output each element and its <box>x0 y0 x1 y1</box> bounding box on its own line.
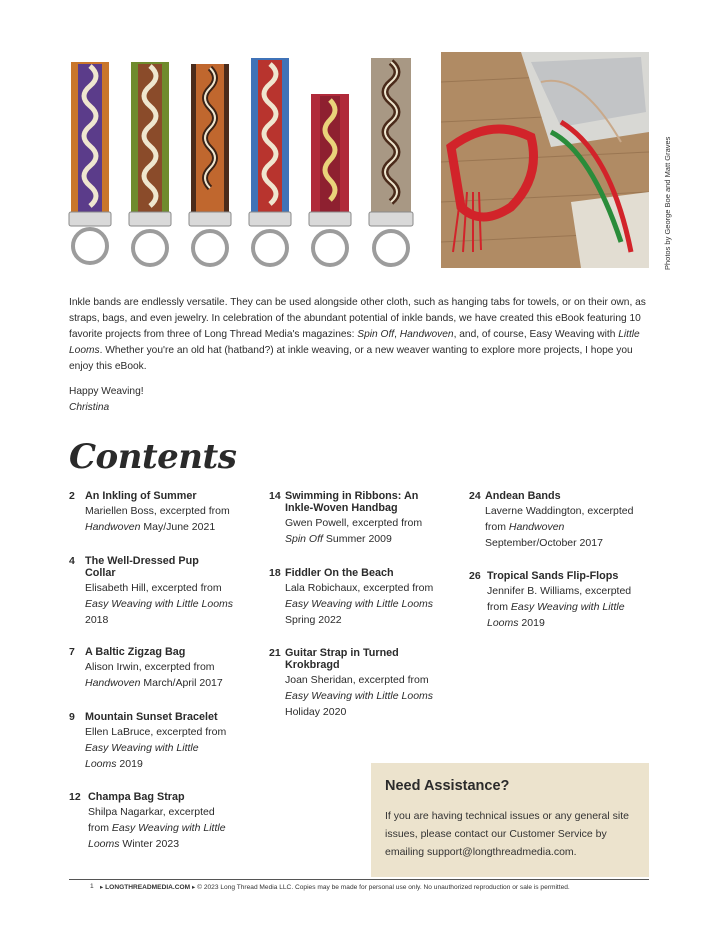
footer <box>92 883 570 891</box>
arrow-icon: ▸ <box>191 884 196 891</box>
site-link[interactable]: LONGTHREADMEDIA.COM <box>105 884 191 891</box>
page-number: 1 <box>90 883 94 890</box>
greeting: Happy Weaving! <box>69 386 144 397</box>
keychain-band-3 <box>191 64 229 216</box>
arrow-icon: ▸ <box>100 884 104 891</box>
keychain-band-2 <box>131 62 169 216</box>
toc-entry[interactable]: 24 Andean Bands Laverne Waddington, excerpted from Handwoven September/October 2017 <box>469 490 634 549</box>
toc-entry[interactable]: 12 Champa Bag Strap Shilpa Nagarkar, excerpted from Easy Weaving with Little Looms Winter 2023 <box>69 791 226 850</box>
intro-text <box>69 295 659 425</box>
intro-signoff <box>69 384 659 416</box>
need-assistance-box <box>371 763 649 877</box>
inkle-bands-magazines-photo <box>441 52 649 268</box>
toc-entry[interactable]: 4 The Well-Dressed Pup Collar Elisabeth Hill, excerpted from Easy Weaving with Little Looms 2018 <box>69 555 234 626</box>
photo-credit: Photos by George Boe and Matt Graves <box>663 136 672 270</box>
assist-title: Need Assistance? <box>385 778 510 794</box>
keychain-band-5 <box>311 94 349 216</box>
copyright: © 2023 Long Thread Media LLC. Copies may be made for personal use only. No unauthorized reproduction or sale is permitted. <box>197 884 570 891</box>
toc-entry[interactable]: 26 Tropical Sands Flip-Flops Jennifer B. Williams, excerpted from Easy Weaving with Little Looms 2019 <box>469 570 632 629</box>
toc-entry[interactable]: 7 A Baltic Zigzag Bag Alison Irwin, excerpted from Handwoven March/April 2017 <box>69 646 223 689</box>
toc-entry[interactable]: 21 Guitar Strap in Turned Krokbragd Joan Sheridan, excerpted from Easy Weaving with Little Looms Holiday 2020 <box>269 647 434 718</box>
footer-rule <box>69 879 649 880</box>
inkle-keychains-photo <box>68 52 432 274</box>
toc-entry[interactable]: 2 An Inkling of Summer Mariellen Boss, excerpted from Handwoven May/June 2021 <box>69 490 230 533</box>
signature: Christina <box>69 402 110 413</box>
toc-entry[interactable]: 14 Swimming in Ribbons: An Inkle-Woven Handbag Gwen Powell, excerpted from Spin Off Summer 2009 <box>269 490 423 545</box>
keychain-band-1 <box>71 62 109 216</box>
contents-title: Contents <box>69 437 237 477</box>
keychain-band-6 <box>371 58 411 216</box>
intro-paragraph: Inkle bands are endlessly versatile. They can be used alongside other cloth, such as hanging tabs for towels, or on their own, as straps, bags, and even jewelry. In celebration of the abundant potential of inkle bands, we have created this eBook featuring 10 favorite projects from three of Long Thread Media's magazines: Spin Off, Handwoven, and, of course, Easy Weaving with Little Looms. Whether you're an old hat (hatband?) at inkle weaving, or a new weaver wanting to explore more projects, I hope you enjoy this eBook. <box>69 297 646 372</box>
assist-body: If you are having technical issues or any general site issues, please contact our Customer Service by emailing support@longthreadmedia.com. <box>385 810 629 858</box>
keychain-band-4 <box>251 58 289 216</box>
toc-entry[interactable]: 9 Mountain Sunset Bracelet Ellen LaBruce, excerpted from Easy Weaving with Little Looms 2019 <box>69 711 227 770</box>
toc-entry[interactable]: 18 Fiddler On the Beach Lala Robichaux, excerpted from Easy Weaving with Little Looms Spring 2022 <box>269 567 434 626</box>
